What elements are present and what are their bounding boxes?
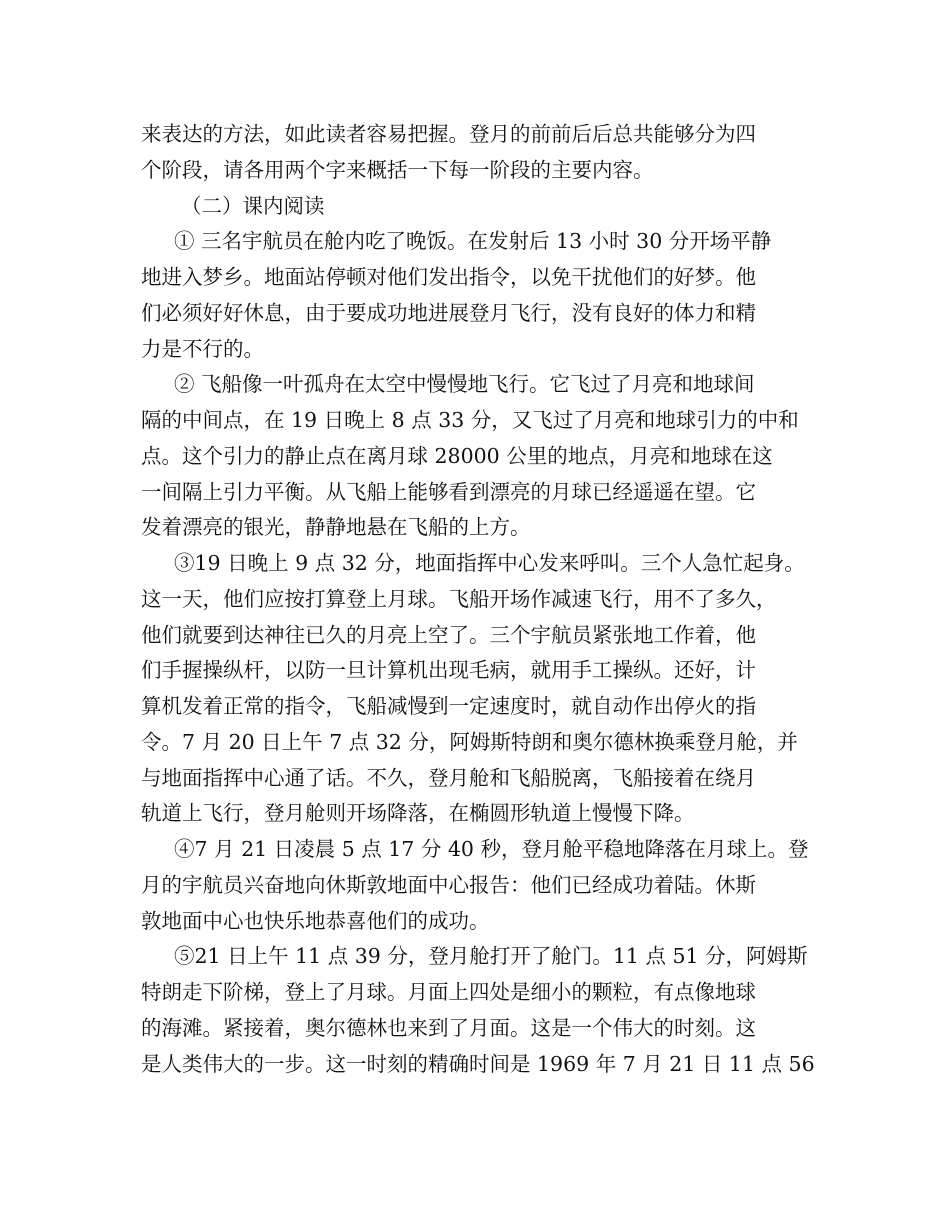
- paragraph-1-line: 们必须好好休息，由于要成功地进展登月飞行，没有良好的体力和精: [141, 300, 756, 325]
- paragraph-4-line: 月的宇航员兴奋地向休斯敦地面中心报告：他们已经成功着陆。休斯: [141, 872, 756, 897]
- paragraph-1-line: ① 三名宇航员在舱内吃了晚饭。在发射后 13 小时 30 分开场平静: [174, 229, 772, 254]
- paragraph-2-line: 隔的中间点，在 19 日晚上 8 点 33 分，又飞过了月亮和地球引力的中和: [141, 408, 799, 432]
- paragraph-1-line: 地进入梦乡。地面站停顿对他们发出指令，以免干扰他们的好梦。他: [141, 265, 756, 289]
- paragraph-5-line: ⑤21 日上午 11 点 39 分，登月舱打开了舱门。11 点 51 分，阿姆斯: [174, 944, 808, 969]
- paragraph-5-line: 的海滩。紧接着，奥尔德林也来到了月面。这是一个伟大的时刻。这: [141, 1015, 756, 1040]
- paragraph-3-line: 这一天，他们应按打算登上月球。飞船开场作减速飞行，用不了多久，: [141, 586, 777, 611]
- paragraph-3-line: 他们就要到达神往已久的月亮上空了。三个宇航员紧张地工作着，他: [141, 622, 756, 647]
- paragraph-3-line: 令。7 月 20 日上午 7 点 32 分，阿姆斯特朗和奥尔德林换乘登月舱，并: [141, 729, 798, 754]
- paragraph-2-line: 点。这个引力的静止点在离月球 28000 公里的地点，月亮和地球在这: [141, 443, 773, 468]
- paragraph-3-line: 与地面指挥中心通了话。不久，登月舱和飞船脱离，飞船接着在绕月: [141, 765, 756, 790]
- document-body: [141, 117, 831, 1082]
- paragraph-3-line: 算机发着正常的指令，飞船减慢到一定速度时，就自动作出停火的指: [141, 694, 756, 718]
- paragraph-3-line: 们手握操纵杆，以防一旦计算机出现毛病，就用手工操纵。还好，计: [141, 658, 756, 683]
- paragraph-4-line: 敦地面中心也快乐地恭喜他们的成功。: [141, 908, 490, 933]
- section-heading: （二）课内阅读: [181, 193, 325, 218]
- intro-line: 个阶段，请各用两个字来概括一下每一阶段的主要内容。: [141, 157, 654, 182]
- paragraph-2-line: 发着漂亮的银光，静静地悬在飞船的上方。: [141, 515, 531, 540]
- paragraph-5-line: 是人类伟大的一步。这一时刻的精确时间是 1969 年 7 月 21 日 11 点 56: [141, 1051, 815, 1076]
- paragraph-5-line: 特朗走下阶梯，登上了月球。月面上四处是细小的颗粒，有点像地球: [141, 980, 756, 1004]
- intro-line: 来表达的方法，如此读者容易把握。登月的前前后后总共能够分为四: [141, 122, 756, 146]
- paragraph-2-line: 一间隔上引力平衡。从飞船上能够看到漂亮的月球已经遥遥在望。它: [141, 479, 756, 504]
- paragraph-4-line: ④7 月 21 日凌晨 5 点 17 分 40 秒，登月舱平稳地降落在月球上。登: [174, 837, 809, 861]
- paragraph-1-line: 力是不行的。: [141, 336, 264, 361]
- paragraph-2-line: ② 飞船像一叶孤舟在太空中慢慢地飞行。它飞过了月亮和地球间: [174, 372, 755, 397]
- paragraph-3-line: 轨道上飞行，登月舱则开场降落，在椭圆形轨道上慢慢下降。: [141, 801, 695, 826]
- paragraph-3-line: ③19 日晚上 9 点 32 分，地面指挥中心发来呼叫。三个人急忙起身。: [174, 551, 805, 575]
